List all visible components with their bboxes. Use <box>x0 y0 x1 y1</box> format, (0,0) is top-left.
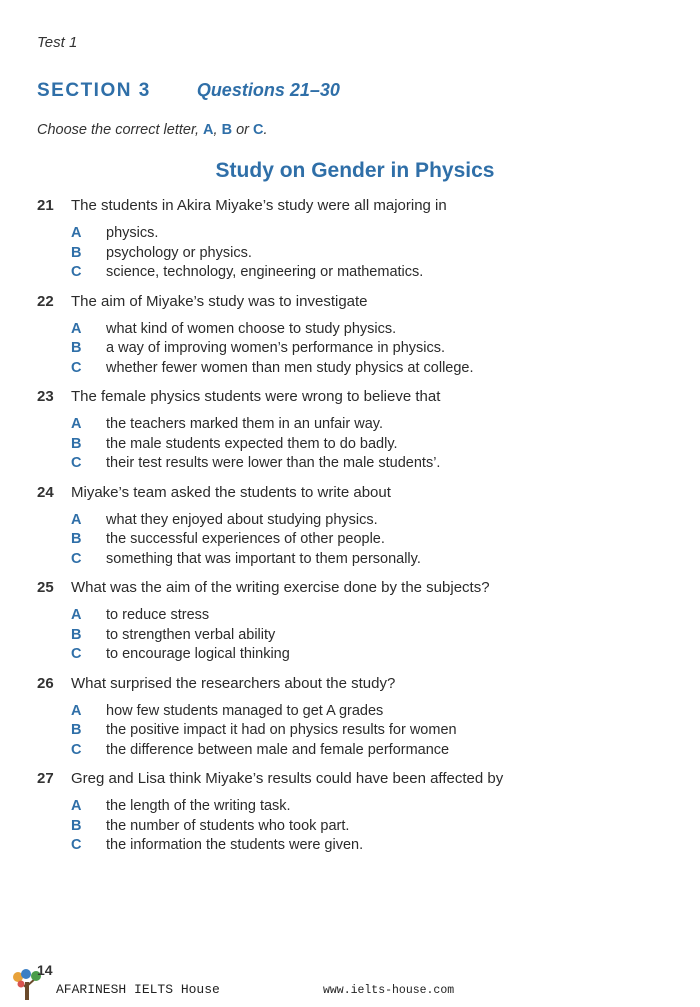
instruction-sep1: , <box>213 122 222 138</box>
option-letter: A <box>71 798 82 814</box>
option-b <box>71 435 657 455</box>
publisher-name: AFARINESH IELTS House <box>56 982 220 997</box>
option-letter: C <box>71 264 82 280</box>
option-b <box>71 339 657 359</box>
option-letter: B <box>71 626 82 643</box>
option-a <box>71 702 657 722</box>
question-stem <box>37 292 657 312</box>
question-22 <box>37 292 657 379</box>
option-letter: C <box>71 837 82 853</box>
option-text: physics. <box>106 225 159 241</box>
question-number: 23 <box>37 388 54 405</box>
options-list <box>37 224 657 283</box>
option-c <box>71 741 657 761</box>
option-a <box>71 606 657 626</box>
question-stem <box>37 387 657 407</box>
option-text: the male students expected them to do badly. <box>106 435 398 452</box>
document-title: Study on Gender in Physics <box>215 159 495 182</box>
instruction-suffix: . <box>263 122 268 138</box>
instruction <box>37 122 268 138</box>
question-stem <box>37 578 657 598</box>
question-23 <box>37 387 657 474</box>
option-a <box>71 511 657 531</box>
question-26 <box>37 674 657 761</box>
website-url: www.ielts-house.com <box>323 984 455 997</box>
option-text: the positive impact it had on physics results for women <box>106 722 457 738</box>
option-letter: B <box>71 340 82 356</box>
option-c <box>71 454 657 474</box>
option-b <box>71 817 657 837</box>
option-letter: C <box>71 550 82 567</box>
option-c <box>71 836 657 856</box>
question-text: The female physics students were wrong to believe that <box>71 388 441 405</box>
option-c <box>71 550 657 570</box>
option-letter: C <box>71 646 82 662</box>
option-text: to reduce stress <box>106 607 210 623</box>
section-header <box>37 80 340 102</box>
question-text: The aim of Miyake’s study was to investigate <box>71 292 368 310</box>
question-25 <box>37 578 657 665</box>
option-letter: B <box>71 244 82 261</box>
footer <box>0 960 700 1007</box>
question-number: 25 <box>37 579 54 596</box>
option-text: the information the students were given. <box>106 837 364 853</box>
questions-list <box>37 196 657 865</box>
question-text: What was the aim of the writing exercise done by the subjects? <box>71 579 490 596</box>
option-letter: B <box>71 531 82 547</box>
option-letter: A <box>71 416 82 432</box>
question-number: 24 <box>37 483 54 501</box>
option-text: how few students managed to get A grades <box>106 702 384 719</box>
option-letter: A <box>71 320 82 337</box>
option-a <box>71 224 657 244</box>
option-text: something that was important to them personally. <box>106 550 421 567</box>
options-list <box>37 415 657 474</box>
instruction-sep2: or <box>232 122 254 138</box>
instruction-prefix: Choose the correct letter, <box>37 122 204 138</box>
option-text: the difference between male and female performance <box>106 741 450 758</box>
options-list <box>37 797 657 856</box>
question-stem <box>37 196 657 216</box>
option-text: whether fewer women than men study physics at college. <box>106 359 474 376</box>
option-c <box>71 359 657 379</box>
instruction-letter-a: A <box>203 122 214 138</box>
options-list <box>37 511 657 570</box>
instruction-letter-c: C <box>253 122 264 138</box>
option-a <box>71 320 657 340</box>
option-letter: A <box>71 702 82 719</box>
instruction-letter-b: B <box>221 122 233 138</box>
question-27 <box>37 769 657 856</box>
options-list <box>37 606 657 665</box>
options-list <box>37 320 657 379</box>
question-stem <box>37 769 657 789</box>
options-list <box>37 702 657 761</box>
questions-range: Questions 21–30 <box>196 80 340 100</box>
option-b <box>71 530 657 550</box>
question-number: 21 <box>37 197 54 214</box>
option-a <box>71 797 657 817</box>
option-b <box>71 721 657 741</box>
section-title: SECTION 3 <box>37 80 151 101</box>
option-letter: B <box>71 435 82 452</box>
option-letter: A <box>71 607 82 623</box>
option-c <box>71 263 657 283</box>
question-text: Greg and Lisa think Miyake’s results could have been affected by <box>71 770 504 787</box>
option-text: the length of the writing task. <box>106 798 291 814</box>
question-24 <box>37 483 657 570</box>
option-text: to encourage logical thinking <box>106 646 290 662</box>
option-letter: B <box>71 722 82 738</box>
option-text: psychology or physics. <box>106 244 252 261</box>
option-text: science, technology, engineering or mathematics. <box>106 264 424 280</box>
option-text: a way of improving women’s performance in physics. <box>106 340 446 356</box>
option-b <box>71 626 657 646</box>
option-letter: A <box>71 511 82 528</box>
option-letter: C <box>71 359 82 376</box>
question-21 <box>37 196 657 283</box>
question-text: What surprised the researchers about the study? <box>71 674 396 692</box>
option-text: the successful experiences of other people. <box>106 531 385 547</box>
option-b <box>71 244 657 264</box>
option-text: to strengthen verbal ability <box>106 626 276 643</box>
option-text: what kind of women choose to study physics. <box>106 320 397 337</box>
question-stem <box>37 674 657 694</box>
question-text: The students in Akira Miyake’s study were all majoring in <box>71 197 447 214</box>
option-text: the number of students who took part. <box>106 817 350 834</box>
option-letter: C <box>71 741 82 758</box>
page-number: 14 <box>37 962 53 978</box>
question-text: Miyake’s team asked the students to write about <box>71 483 391 501</box>
question-stem <box>37 483 657 503</box>
option-letter: B <box>71 817 82 834</box>
test-label: Test 1 <box>37 34 78 51</box>
option-letter: A <box>71 225 82 241</box>
option-text: their test results were lower than the male students’. <box>106 455 441 471</box>
option-c <box>71 645 657 665</box>
question-number: 26 <box>37 674 54 692</box>
option-text: the teachers marked them in an unfair way. <box>106 416 383 432</box>
option-a <box>71 415 657 435</box>
question-number: 27 <box>37 770 54 787</box>
question-number: 22 <box>37 292 54 310</box>
option-letter: C <box>71 455 82 471</box>
option-text: what they enjoyed about studying physics. <box>106 511 378 528</box>
